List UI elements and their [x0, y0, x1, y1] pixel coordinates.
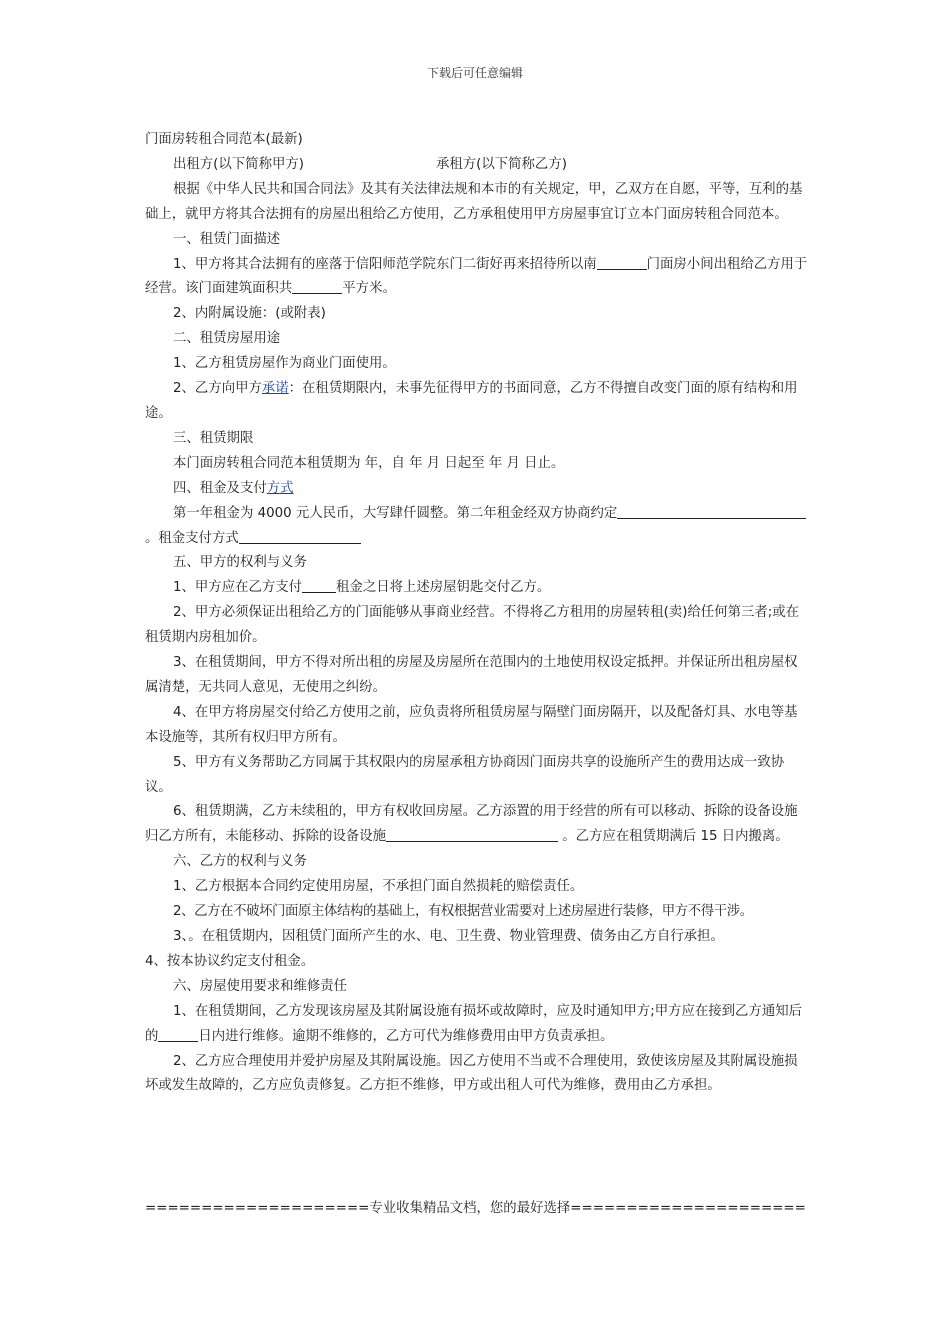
clause-1-1: 1、甲方将其合法拥有的座落于信阳师范学院东门二街好再来招待所以南 门面房小间出租给乙方用于经营。该门面建筑面积共 平方米。	[145, 256, 808, 297]
section-5-title: 五、甲方的权利与义务	[173, 555, 307, 571]
clause-1-2: 2、内附属设施：(或附表)	[173, 306, 326, 322]
party-b: 承租方(以下简称乙方)	[435, 156, 567, 172]
clause-3-text: 本门面房转租合同范本租赁期为 年，自 年 月 日起至 年 月 日止。	[173, 455, 565, 471]
section-7-title: 六、房屋使用要求和维修责任	[173, 978, 348, 994]
blank-field[interactable]	[792, 504, 806, 519]
header-note: 下载后可任意编辑	[426, 66, 523, 80]
party-a: 出租方(以下简称甲方)	[173, 156, 304, 172]
parties-line	[145, 153, 810, 178]
clause-6-2: 2、乙方在不破坏门面原主体结构的基础上，有权根据营业需要对上述房屋进行装修，甲方不得干涉。	[173, 904, 753, 920]
clause-5-1: 1、甲方应在乙方支付 租金之日将上述房屋钥匙交付乙方。	[173, 580, 551, 596]
section-6-title: 六、乙方的权利与义务	[173, 854, 307, 870]
blank-field[interactable]	[302, 578, 336, 593]
contract-document	[145, 128, 810, 1099]
promise-link[interactable]: 承诺	[261, 381, 289, 397]
clause-5-4: 4、在甲方将房屋交付给乙方使用之前，应负责将所租赁房屋与隔壁门面房隔开，以及配备灯具、水电等基本设施等，其所有权归甲方所有。	[145, 704, 798, 745]
clause-7-1: 1、在租赁期间，乙方发现该房屋及其附属设施有损坏或故障时，应及时通知甲方;甲方应在接到乙方通知后的 日内进行维修。逾期不维修的，乙方可代为维修费用由甲方负责承担。	[145, 1003, 802, 1044]
clause-5-5: 5、甲方有义务帮助乙方同属于其权限内的房屋承租方协商因门面房共享的设施所产生的费用达成一致协议。	[145, 754, 785, 795]
document-title: 门面房转租合同范本(最新)	[145, 132, 303, 147]
blank-field[interactable]	[597, 255, 647, 270]
section-2-title: 二、租赁房屋用途	[173, 331, 281, 347]
clause-7-2: 2、乙方应合理使用并爱护房屋及其附属设施。因乙方使用不当或不合理使用，致使该房屋及其附属设施损坏或发生故障的，乙方应负责修复。乙方拒不维修，甲方或出租人可代为维修，费用由乙方承担。	[145, 1053, 798, 1094]
clause-5-3: 3、在租赁期间，甲方不得对所出租的房屋及房屋所在范围内的土地使用权设定抵押。并保证所出租房屋权属清楚，无共同人意见，无使用之纠纷。	[145, 655, 798, 695]
clause-2-1: 1、乙方租赁房屋作为商业门面使用。	[173, 356, 396, 372]
method-link[interactable]: 方式	[266, 480, 294, 496]
section-4-title: 四、租金及支付方式	[173, 480, 294, 496]
intro-paragraph: 根据《中华人民共和国合同法》及其有关法律法规和本市的有关规定，甲，乙双方在自愿，平等，互利的基础上，就甲方将其合法拥有的房屋出租给乙方使用，乙方承租使用甲方房屋事宜订立本门面房转租合同范本。	[145, 181, 803, 222]
section-1-title: 一、租赁门面描述	[173, 231, 281, 247]
clause-4-text: 第一年租金为 4000 元人民币，大写肆仟圆整。第二年租金经双方协商约定 。租金支付方式	[145, 502, 810, 552]
clause-6-1: 1、乙方根据本合同约定使用房屋，不承担门面自然损耗的赔偿责任。	[173, 879, 584, 895]
section-3-title: 三、租赁期限	[173, 430, 254, 446]
clause-5-6: 6、租赁期满，乙方未续租的，甲方有权收回房屋。乙方添置的用于经营的所有可以移动、拆除的设备设施归乙方所有，未能移动、拆除的设备设施 。乙方应在租赁期满后 15 日内搬离。	[145, 804, 798, 845]
blank-field[interactable]	[617, 504, 792, 519]
clause-6-3: 3、。在租赁期内，因租赁门面所产生的水、电、卫生费、物业管理费、债务由乙方自行承担。	[173, 929, 724, 944]
blank-field[interactable]	[386, 827, 558, 842]
clause-2-2: 2、乙方向甲方承诺：在租赁期限内，未事先征得甲方的书面同意，乙方不得擅自改变门面的原有结构和用途。	[145, 381, 798, 421]
blank-field[interactable]	[292, 279, 342, 294]
blank-field[interactable]	[158, 1027, 198, 1042]
clause-5-2: 2、甲方必须保证出租给乙方的门面能够从事商业经营。不得将乙方租用的房屋转租(卖)给任何第三者;或在租赁期内房租加价。	[145, 605, 800, 646]
footer-banner: ====================专业收集精品文档，您的最好选择=====================	[145, 1201, 806, 1216]
blank-field[interactable]	[239, 529, 361, 544]
clause-6-4: 4、按本协议约定支付租金。	[145, 953, 315, 969]
